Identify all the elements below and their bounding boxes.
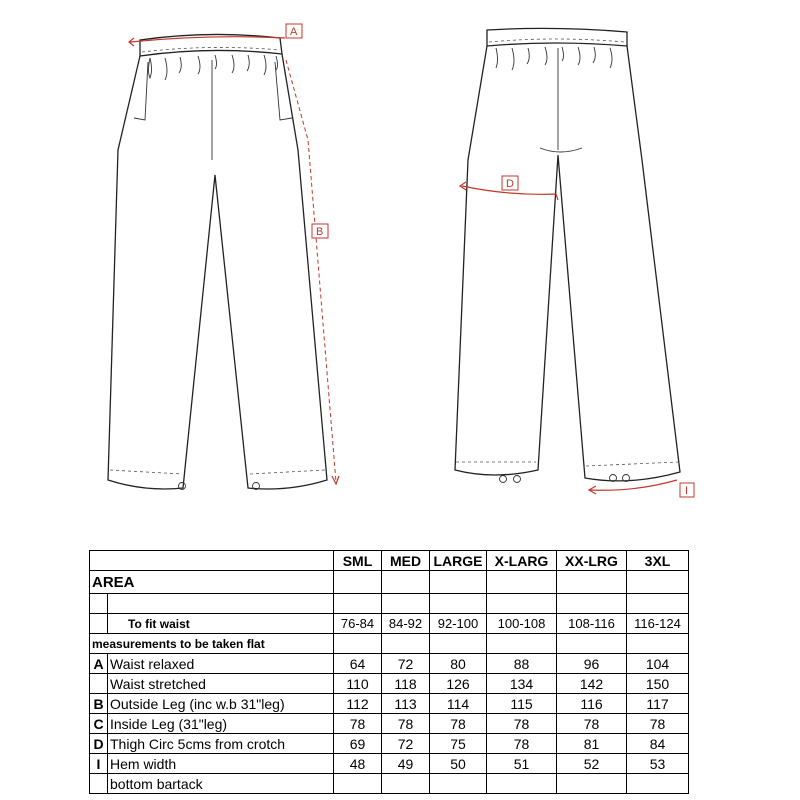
measurement-value: 113 [382,694,430,714]
measurement-value [430,774,487,794]
size-header: SML [334,551,382,571]
label-d: D [506,178,514,190]
measurement-code: A [90,654,108,674]
size-header: 3XL [627,551,689,571]
measurement-value: 78 [627,714,689,734]
measurement-label: Thigh Circ 5cms from crotch [108,734,334,754]
measurement-code: D [90,734,108,754]
size-header: X-LARG [487,551,557,571]
header-row [90,551,689,571]
measurement-value: 118 [382,674,430,694]
measurement-value: 78 [382,714,430,734]
measurement-value: 134 [487,674,557,694]
measurement-value: 114 [430,694,487,714]
size-header: XX-LRG [557,551,627,571]
measurement-value: 115 [487,694,557,714]
fit-waist-row [90,614,689,634]
measurement-value [487,774,557,794]
measurement-code: B [90,694,108,714]
measurement-code [90,774,108,794]
measurement-label: bottom bartack [108,774,334,794]
label-i: I [685,485,689,497]
measurement-value: 126 [430,674,487,694]
flat-note: measurements to be taken flat [90,634,334,654]
measurement-row [90,654,689,674]
fit-waist-value: 84-92 [382,614,430,634]
measurement-value [382,774,430,794]
measurement-value [334,774,382,794]
measurement-value: 78 [487,714,557,734]
measurement-label: Outside Leg (inc w.b 31"leg) [108,694,334,714]
measurement-value [557,774,627,794]
fit-waist-value: 92-100 [430,614,487,634]
fit-waist-value: 76-84 [334,614,382,634]
measure-d [460,176,558,200]
measurement-value: 84 [627,734,689,754]
measurement-code: C [90,714,108,734]
size-header: MED [382,551,430,571]
measurement-row [90,774,689,794]
measurement-value: 53 [627,754,689,774]
area-title: AREA [90,571,334,594]
measurement-value: 78 [487,734,557,754]
measurement-row [90,694,689,714]
measurement-value: 75 [430,734,487,754]
measurement-value: 78 [334,714,382,734]
measurement-value: 116 [557,694,627,714]
measurement-value: 117 [627,694,689,714]
measurement-value: 110 [334,674,382,694]
measurement-row [90,734,689,754]
measurement-value: 49 [382,754,430,774]
measurement-value: 142 [557,674,627,694]
measurement-value: 96 [557,654,627,674]
fit-waist-label: To fit waist [108,614,334,634]
measurement-value: 72 [382,734,430,754]
fit-waist-value: 100-108 [487,614,557,634]
measurement-value: 112 [334,694,382,714]
measurement-label: Inside Leg (31"leg) [108,714,334,734]
measurement-code [90,674,108,694]
measurement-value: 81 [557,734,627,754]
measurement-label: Waist relaxed [108,654,334,674]
front-view-drawing [108,34,327,489]
size-chart-table [89,550,689,794]
measurement-value: 78 [557,714,627,734]
measurement-value [627,774,689,794]
measurement-value: 80 [430,654,487,674]
measurement-row [90,714,689,734]
measurement-value: 64 [334,654,382,674]
measurement-value: 88 [487,654,557,674]
label-a: A [290,26,298,38]
measurement-value: 72 [382,654,430,674]
measurement-value: 69 [334,734,382,754]
measure-i [589,480,694,497]
measurement-value: 150 [627,674,689,694]
spacer-row [90,594,689,614]
measurement-row [90,674,689,694]
measurement-value: 104 [627,654,689,674]
measurement-row [90,754,689,774]
fit-waist-value: 108-116 [557,614,627,634]
measurement-label: Waist stretched [108,674,334,694]
fit-waist-value: 116-124 [627,614,689,634]
measurement-value: 52 [557,754,627,774]
label-b: B [316,226,324,238]
measurement-label: Hem width [108,754,334,774]
size-header: LARGE [430,551,487,571]
measurement-value: 50 [430,754,487,774]
area-row [90,571,689,594]
measurement-value: 78 [430,714,487,734]
measurement-value: 48 [334,754,382,774]
measurement-value: 51 [487,754,557,774]
measurement-code: I [90,754,108,774]
flat-note-row [90,634,689,654]
back-view-drawing [455,28,680,482]
